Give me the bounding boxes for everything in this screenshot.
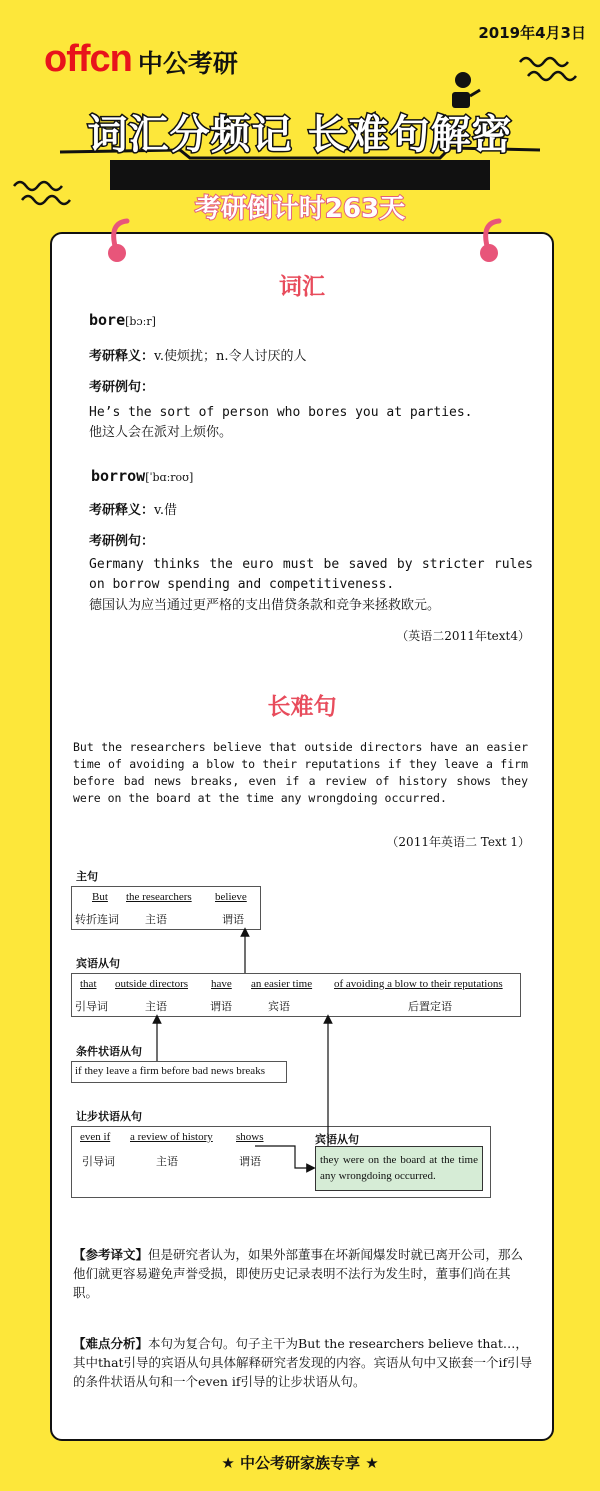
- inner-object-clause-box: [315, 1146, 483, 1191]
- clause-word: have: [211, 978, 232, 990]
- clause-role: 主语: [156, 1156, 178, 1168]
- translation-paragraph: [73, 1245, 535, 1302]
- vocab-word: borrow: [91, 467, 146, 485]
- clause-word: shows: [236, 1131, 264, 1143]
- sentence-source: （2011年英语二 Text 1）: [386, 835, 530, 849]
- clause-word: But: [92, 891, 108, 903]
- main-clause-label: 主句: [76, 870, 98, 883]
- clause-role: 主语: [145, 1001, 167, 1013]
- definition-text: v.借: [154, 503, 177, 518]
- clause-word: even if: [80, 1131, 111, 1143]
- clause-role: 宾语: [268, 1001, 290, 1013]
- analysis-paragraph: [73, 1334, 535, 1391]
- object-clause-label: 宾语从句: [76, 957, 120, 970]
- clause-role: 转折连词: [75, 914, 119, 926]
- clause-role: 后置定语: [408, 1001, 452, 1013]
- translation-label: 【参考译文】: [73, 1247, 149, 1262]
- conditional-clause-box: [71, 1061, 287, 1083]
- example-zh: 他这人会在派对上烦你。: [89, 425, 233, 440]
- clause-role: 谓语: [222, 914, 244, 926]
- clause-word: the researchers: [126, 891, 192, 903]
- vocab-ipa: [bɔːr]: [125, 315, 156, 328]
- clause-word: believe: [215, 891, 247, 903]
- clause-role: 谓语: [239, 1156, 261, 1168]
- example-en: Germany thinks the euro must be saved by stricter rules on borrow spending and competitiveness.: [89, 557, 533, 592]
- clause-role: 引导词: [75, 1001, 108, 1013]
- concessive-clause-label: 让步状语从句: [76, 1110, 142, 1123]
- inner-object-clause-label: 宾语从句: [315, 1133, 359, 1146]
- clause-role: 引导词: [82, 1156, 115, 1168]
- main-clause-box: [71, 886, 261, 930]
- clause-word: an easier time: [251, 978, 313, 990]
- analysis-label: 【难点分析】: [73, 1336, 149, 1351]
- example-zh: 德国认为应当通过更严格的支出借贷条款和竞争来拯救欧元。: [89, 598, 441, 613]
- vocab-entry-2-word-line: [91, 467, 193, 485]
- analysis-text: 本句为复合句。句子主干为But the researchers believe that…，其中that引导的宾语从句具体解释研究者发现的内容。宾语从句中又嵌套一个if引导的条件状语从句和一个even if引导的让步状语从句。: [73, 1336, 533, 1389]
- inner-object-clause-text: they were on the board at the time any wrongdoing occurred.: [320, 1154, 478, 1182]
- clause-role: 谓语: [210, 1001, 232, 1013]
- vocab-entry-2-def: [89, 499, 177, 518]
- definition-label: 考研释义：: [89, 349, 155, 364]
- clause-word: of avoiding a blow to their reputations: [334, 978, 503, 990]
- example-source: （英语二2011年text4）: [396, 629, 530, 643]
- clause-word: a review of history: [130, 1131, 213, 1143]
- definition-label: 考研释义：: [89, 503, 155, 518]
- vocab-word: bore: [89, 311, 126, 329]
- conditional-clause-label: 条件状语从句: [76, 1045, 142, 1058]
- binder-ring-hooks: [0, 215, 600, 275]
- logo-text-cn: 中公考研: [137, 49, 238, 78]
- offcn-logo: [44, 40, 238, 78]
- clause-word: that: [80, 978, 97, 990]
- definition-text: v.使烦扰；n.令人讨厌的人: [154, 349, 307, 364]
- clause-word: outside directors: [115, 978, 189, 990]
- page-title: 词汇分频记 长难句解密: [87, 112, 513, 158]
- example-label: 考研例句：: [89, 534, 155, 549]
- example-en: He’s the sort of person who bores you at parties.: [89, 405, 473, 420]
- object-clause-box: [71, 973, 521, 1017]
- sentence-section-title: 长难句: [267, 694, 337, 720]
- example-label: 考研例句：: [89, 380, 155, 395]
- footer-label: ★ 中公考研家族专享 ★: [221, 1454, 379, 1472]
- sentence-text: But the researchers believe that outside directors have an easier time of avoiding a blow to their reputations if they leave a firm before bad news breaks, even if a review of history shows they were on the board at the time any wrongdoing occurred.: [73, 740, 528, 805]
- clause-role: 主语: [145, 914, 167, 926]
- vocab-entry-1-def: [89, 345, 306, 364]
- conditional-clause-text: if they leave a firm before bad news breaks: [75, 1065, 265, 1077]
- vocab-ipa: [ˈbɑːroʊ]: [145, 471, 194, 484]
- countdown-label: 考研倒计时263天: [194, 194, 406, 224]
- vocab-section-title: 词汇: [279, 274, 325, 300]
- title-banner: [110, 160, 490, 190]
- logo-text-en: offcn: [44, 38, 132, 80]
- vocab-entry-1-word-line: [89, 311, 156, 329]
- translation-text: 但是研究者认为，如果外部董事在坏新闻爆发时就已离开公司，那么他们就更容易避免声誉受损，即使历史记录表明不法行为发生时，董事们尚在其职。: [73, 1247, 524, 1300]
- date-label: 2019年4月3日: [478, 24, 586, 42]
